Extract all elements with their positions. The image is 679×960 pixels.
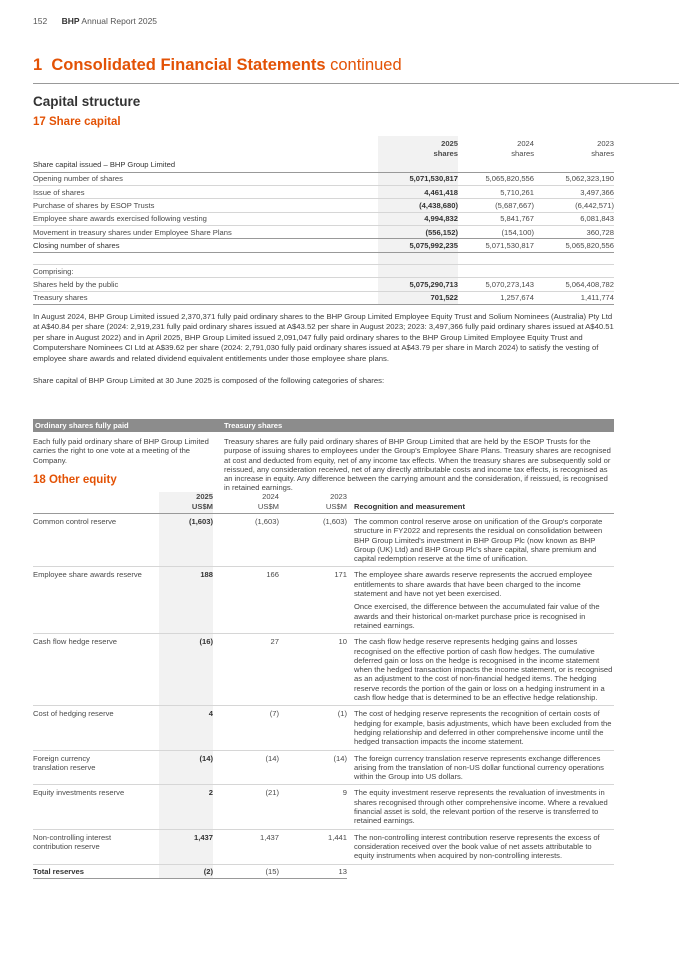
col-2025: 2025 shares	[378, 136, 458, 158]
note18-heading: 18 Other equity	[33, 474, 117, 486]
ordinary-shares-heading: Ordinary shares fully paid	[35, 421, 129, 430]
brand-name: BHP	[61, 16, 80, 26]
table-row: Shares held by the public 5,075,290,713 5,070,273,143 5,064,408,782	[33, 278, 614, 291]
section-suffix: continued	[330, 56, 402, 74]
col-2024: 2024 US$M	[213, 492, 279, 514]
treasury-shares-text: Treasury shares are fully paid ordinary shares of BHP Group Limited that are held by the ESOP Trusts for the purpose of issuing shares to employees under the Group's Employee Share Plans. Treasury shares are recognised at cost and deducted from equity, net of any income tax effects. When the treasury shares are subsequently sold or reissued, any consideration received, net of any directly attributable costs and income tax effects, is recognised as an increase in equity. Any difference between the carrying amount and the consideration, if reissued, is recognised in retained earnings.	[224, 437, 611, 493]
note17-heading: 17 Share capital	[33, 116, 121, 128]
table-row: Employee share awards exercised following vesting 4,994,832 5,841,767 6,081,843	[33, 212, 614, 225]
table-row: Cash flow hedge reserve (16) 27 10 The cash flow hedge reserve represents hedging gains and losses recognised on the effective portion of cash flow hedges. The cumulative deferred gain or loss on the hedge is recognised in the income statement when the hedged transaction impacts the income statement, or is recognised as an adjustment to the cost of non-financial hedged items. The hedging reserve records the portion of the gain or loss on a hedging instrument in a cash flow hedge that is determined to be an effective hedge relationship.	[33, 634, 614, 706]
share-issue-paragraph: In August 2024, BHP Group Limited issued 2,370,371 fully paid ordinary shares to the BHP Group Limited Employee Equity Trust and Solium Nominees (Australia) Pty Ltd at A$40.84 per share (2024: 2,919,231 fully paid ordinary shares issued at A$43.52 per share in August 2023; 2023: 3,497,366 fully paid ordinary shares issued at A$40.51 per share in August 2022) and in April 2025, BHP Group Limited issued 2,091,047 fully paid ordinary shares to the BHP Group Limited Employee Equity Trust and Computershare Nominees CI Ltd at A$39.62 per share (2024: 2,791,030 fully paid ordinary shares issued at A$43.79 per share in March 2024) to satisfy the vesting of employee share awards and related dividend equivalent entitlements under those employee share plans.	[33, 312, 614, 363]
subsection-title: Capital structure	[33, 94, 141, 109]
table-row: Employee share awards reserve 188 166 171 The employee share awards reserve represents the accrued employee entitlements to share awards that have been charged to the income statement and have not yet been exercised. Once exercised, the difference between the accumulated fair value of the awards and their historical on-market purchase price is recognised in retained earnings.	[33, 567, 614, 634]
page-header	[33, 16, 157, 26]
table-row: Opening number of shares 5,071,530,817 5,065,820,556 5,062,323,190	[33, 172, 614, 185]
comprising-row: Comprising:	[33, 264, 614, 277]
report-name: Annual Report 2025	[81, 16, 158, 26]
share-capital-table	[33, 136, 614, 305]
closing-row: Closing number of shares 5,075,992,235 5,071,530,817 5,065,820,556	[33, 239, 614, 252]
ordinary-shares-text: Each fully paid ordinary share of BHP Group Limited carries the right to one vote at a meeting of the Company.	[33, 437, 209, 465]
table-row: Purchase of shares by ESOP Trusts (4,438,680) (5,687,667) (6,442,571)	[33, 199, 614, 212]
share-categories-table	[33, 419, 614, 493]
table-row: Cost of hedging reserve 4 (7) (1) The cost of hedging reserve represents the recognition of certain costs of hedging for example, basis adjustments, which have been excluded from the hedging relationship and deferred in other comprehensive income until the hedged transaction impacts the income statement.	[33, 706, 614, 750]
col-2023: 2023 shares	[591, 139, 614, 158]
title-divider	[33, 83, 679, 84]
col-2025: 2025 US$M	[159, 492, 213, 514]
table-row: Equity investments reserve 2 (21) 9 The equity investment reserve represents the revaluation of investments in shares recognised through other comprehensive income. Where a revalued financial asset is sold, the relevant portion of the reserve is transferred to retained earnings.	[33, 785, 614, 829]
other-equity-table	[33, 492, 614, 879]
table-row: Issue of shares 4,461,418 5,710,261 3,497,366	[33, 185, 614, 198]
table-row: Common control reserve (1,603) (1,603) (1,603) The common control reserve arose on unification of the Group's corporate structure in FY2022 and represents the residual on consolidation between BHP Group Limited's investment in BHP Group Plc (now known as BHP Group (UK) Ltd) and BHP Group Plc's share capital, share premium and capital redemption reserve at the time of unification.	[33, 514, 614, 567]
col-2023: 2023 US$M	[279, 492, 347, 514]
table-row: Movement in treasury shares under Employee Share Plans (556,152) (154,100) 360,728	[33, 226, 614, 239]
col-2024: 2024 shares	[511, 139, 534, 158]
recognition-heading: Recognition and measurement	[347, 492, 614, 514]
treasury-shares-heading: Treasury shares	[224, 421, 283, 430]
issued-label: Share capital issued – BHP Group Limited	[33, 158, 378, 172]
table-row: Foreign currency translation reserve (14) (14) (14) The foreign currency translation reserve represents exchange differences arising from the translation of non-US dollar functional currency operations within the Group into US dollars.	[33, 750, 614, 785]
page-number: 152	[33, 16, 48, 26]
total-reserves-row: Total reserves (2) (15) 13	[33, 864, 614, 878]
table-row: Treasury shares 701,522 1,257,674 1,411,774	[33, 291, 614, 304]
section-title: 1 Consolidated Financial Statements continued	[33, 56, 402, 74]
table-row: Non-controlling interest contribution reserve 1,437 1,437 1,441 The non-controlling interest contribution reserve represents the excess of consideration received over the book value of net assets attributable to equity instruments when acquired by non-controlling interests.	[33, 829, 614, 864]
share-categories-intro: Share capital of BHP Group Limited at 30 June 2025 is composed of the following categories of shares:	[33, 376, 385, 385]
